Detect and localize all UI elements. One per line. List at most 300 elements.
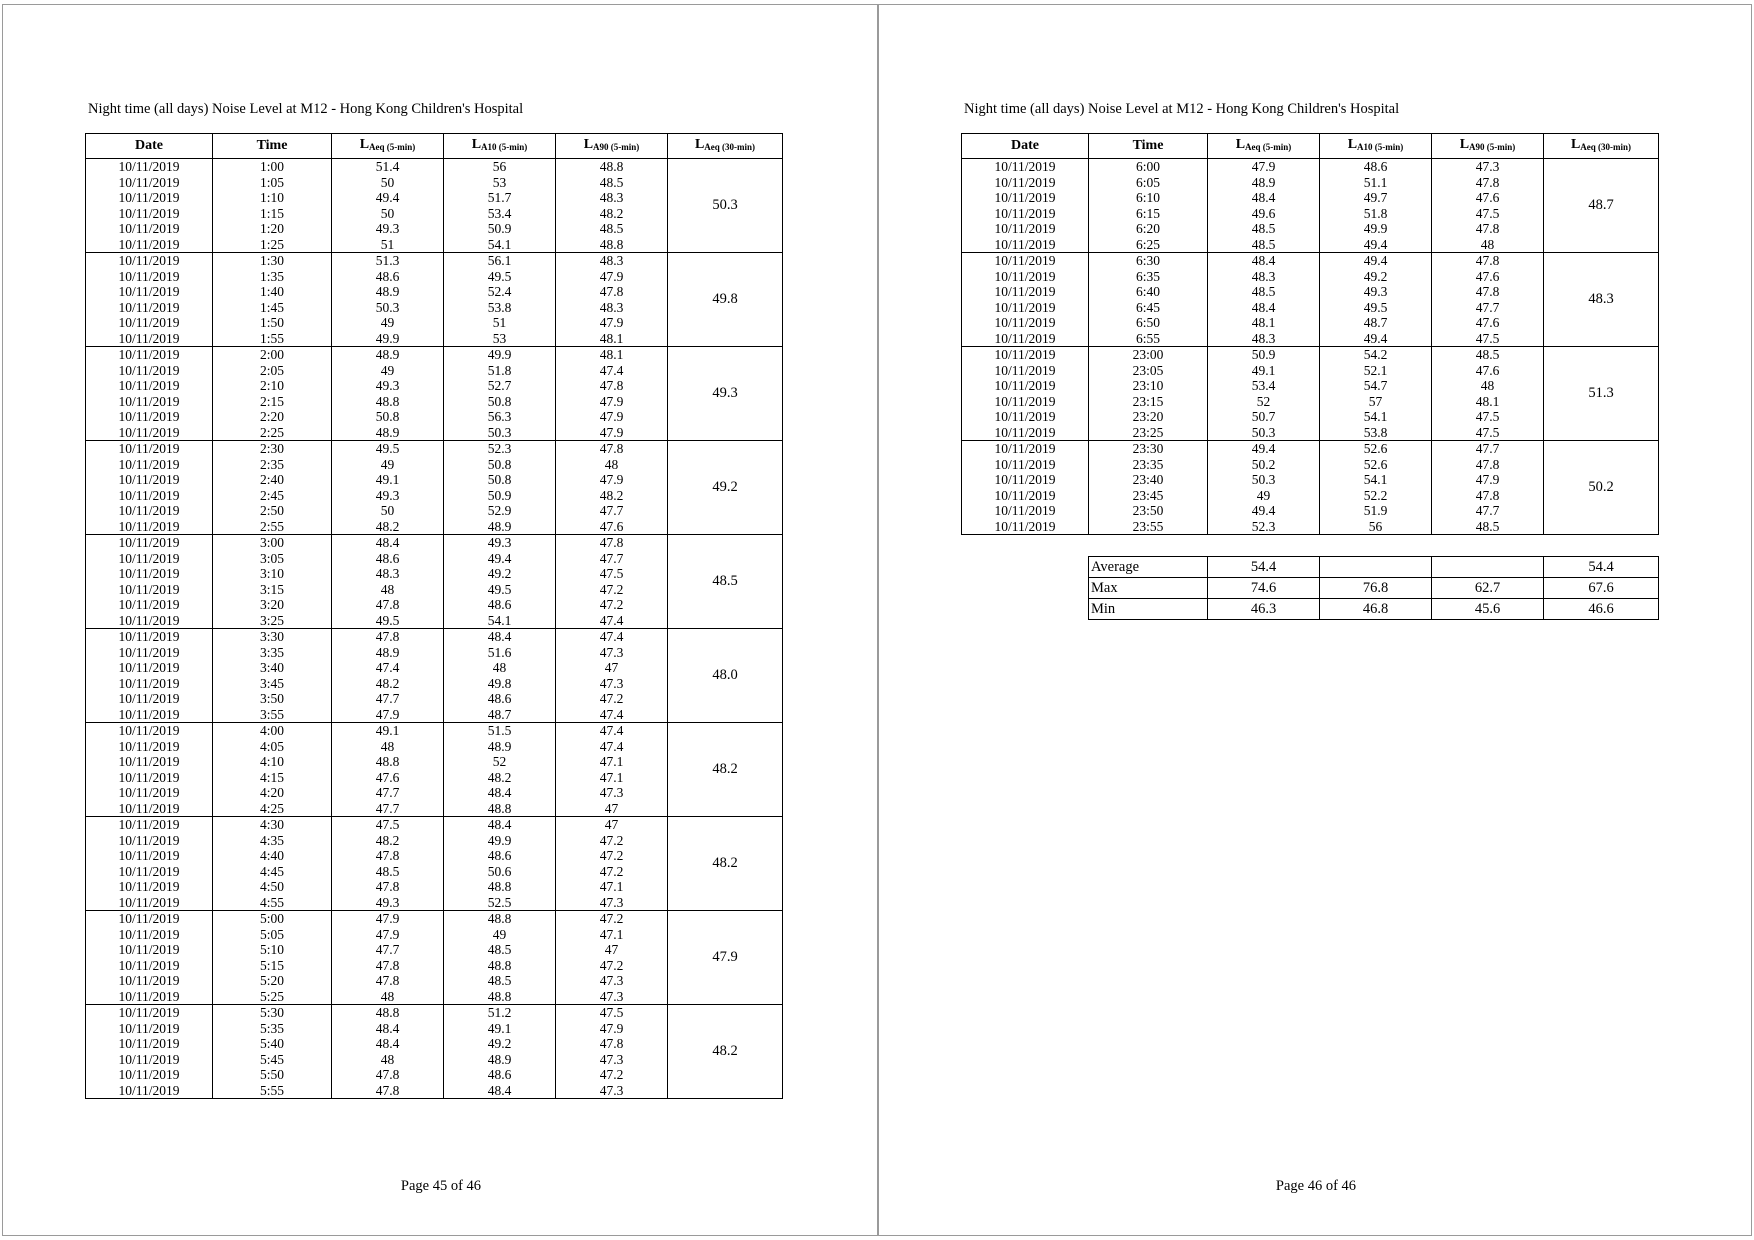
summary-la10: 46.8 (1320, 599, 1432, 620)
cell-date: 10/11/2019 (86, 409, 213, 425)
cell-laeq-5min: 48.3 (332, 566, 444, 582)
cell-time: 1:05 (213, 175, 332, 191)
cell-time: 23:40 (1089, 472, 1208, 488)
cell-date: 10/11/2019 (962, 363, 1089, 379)
cell-la10-5min: 48.5 (444, 973, 556, 989)
cell-laeq-5min: 47.5 (332, 817, 444, 833)
cell-date: 10/11/2019 (86, 629, 213, 645)
cell-laeq-5min: 47.8 (332, 629, 444, 645)
cell-time: 4:00 (213, 723, 332, 739)
cell-time: 4:35 (213, 833, 332, 849)
cell-laeq-5min: 47.4 (332, 660, 444, 676)
cell-time: 1:25 (213, 237, 332, 253)
cell-time: 23:25 (1089, 425, 1208, 441)
cell-date: 10/11/2019 (86, 833, 213, 849)
cell-la90-5min: 47.3 (556, 895, 668, 911)
cell-laeq-5min: 48.8 (332, 754, 444, 770)
cell-time: 23:45 (1089, 488, 1208, 504)
cell-date: 10/11/2019 (86, 848, 213, 864)
page-46 (878, 4, 1752, 1236)
cell-la90-5min: 47 (556, 801, 668, 817)
cell-laeq-5min: 47.8 (332, 958, 444, 974)
header-la90-5min: $L_{A90 (5-min)}$ (556, 134, 668, 159)
cell-laeq-30min: 49.8 (668, 253, 783, 347)
cell-date: 10/11/2019 (86, 676, 213, 692)
cell-laeq-5min: 48.4 (332, 1021, 444, 1037)
cell-la90-5min: 47.5 (1432, 425, 1544, 441)
cell-la10-5min: 49.2 (444, 566, 556, 582)
cell-la10-5min: 53.4 (444, 206, 556, 222)
cell-laeq-5min: 50.7 (1208, 409, 1320, 425)
cell-la90-5min: 47 (556, 660, 668, 676)
cell-la90-5min: 47.8 (1432, 253, 1544, 269)
cell-la90-5min: 47.6 (1432, 363, 1544, 379)
cell-la90-5min: 48.8 (556, 159, 668, 175)
cell-date: 10/11/2019 (962, 269, 1089, 285)
cell-la10-5min: 54.1 (1320, 472, 1432, 488)
cell-laeq-5min: 47.8 (332, 1067, 444, 1083)
cell-la10-5min: 50.8 (444, 472, 556, 488)
cell-date: 10/11/2019 (86, 958, 213, 974)
cell-laeq-30min: 48.3 (1544, 253, 1659, 347)
cell-laeq-30min: 50.2 (1544, 441, 1659, 535)
cell-laeq-5min: 49.3 (332, 488, 444, 504)
cell-date: 10/11/2019 (86, 911, 213, 927)
cell-date: 10/11/2019 (962, 206, 1089, 222)
cell-la10-5min: 48.8 (444, 989, 556, 1005)
cell-laeq-5min: 47.9 (332, 927, 444, 943)
cell-time: 1:50 (213, 315, 332, 331)
cell-time: 2:45 (213, 488, 332, 504)
cell-la90-5min: 47.1 (556, 879, 668, 895)
cell-date: 10/11/2019 (86, 723, 213, 739)
cell-date: 10/11/2019 (86, 566, 213, 582)
cell-date: 10/11/2019 (86, 989, 213, 1005)
cell-date: 10/11/2019 (962, 175, 1089, 191)
cell-date: 10/11/2019 (86, 864, 213, 880)
cell-la90-5min: 47.4 (556, 629, 668, 645)
cell-date: 10/11/2019 (962, 425, 1089, 441)
summary-la10 (1320, 557, 1432, 578)
cell-time: 4:50 (213, 879, 332, 895)
cell-time: 23:15 (1089, 394, 1208, 410)
cell-date: 10/11/2019 (86, 488, 213, 504)
header-laeq-30min: $L_{Aeq (30-min)}$ (668, 134, 783, 159)
cell-laeq-5min: 49.4 (1208, 503, 1320, 519)
cell-time: 6:45 (1089, 300, 1208, 316)
cell-la10-5min: 52.9 (444, 503, 556, 519)
cell-laeq-30min: 49.3 (668, 347, 783, 441)
cell-time: 2:35 (213, 457, 332, 473)
cell-la10-5min: 49.9 (1320, 221, 1432, 237)
cell-time: 23:20 (1089, 409, 1208, 425)
cell-la10-5min: 56.1 (444, 253, 556, 269)
cell-la10-5min: 52.5 (444, 895, 556, 911)
cell-la90-5min: 47.4 (556, 707, 668, 723)
cell-la10-5min: 49.5 (1320, 300, 1432, 316)
cell-time: 6:15 (1089, 206, 1208, 222)
summary-la90: 45.6 (1432, 599, 1544, 620)
cell-la10-5min: 48.7 (444, 707, 556, 723)
cell-laeq-5min: 47.8 (332, 1083, 444, 1099)
cell-time: 5:05 (213, 927, 332, 943)
cell-date: 10/11/2019 (86, 347, 213, 363)
cell-time: 2:15 (213, 394, 332, 410)
header-la10-5min: $L_{A10 (5-min)}$ (444, 134, 556, 159)
cell-la10-5min: 48 (444, 660, 556, 676)
summary-laeq30: 67.6 (1544, 578, 1659, 599)
cell-laeq-5min: 51 (332, 237, 444, 253)
cell-laeq-30min: 50.3 (668, 159, 783, 253)
cell-laeq-5min: 49.5 (332, 441, 444, 457)
cell-time: 3:05 (213, 551, 332, 567)
header-laeq-5min: $L_{Aeq (5-min)}$ (1208, 134, 1320, 159)
cell-laeq-5min: 48.4 (1208, 300, 1320, 316)
cell-date: 10/11/2019 (962, 315, 1089, 331)
cell-laeq-5min: 48 (332, 582, 444, 598)
summary-la90 (1432, 557, 1544, 578)
cell-laeq-5min: 47.9 (332, 707, 444, 723)
summary-laeq5: 54.4 (1208, 557, 1320, 578)
cell-date: 10/11/2019 (962, 331, 1089, 347)
cell-la90-5min: 47.6 (1432, 269, 1544, 285)
cell-la10-5min: 53.8 (444, 300, 556, 316)
cell-date: 10/11/2019 (86, 1036, 213, 1052)
cell-la90-5min: 47.9 (556, 315, 668, 331)
cell-date: 10/11/2019 (86, 315, 213, 331)
cell-time: 3:25 (213, 613, 332, 629)
cell-la90-5min: 47.3 (556, 989, 668, 1005)
cell-la10-5min: 49.4 (1320, 253, 1432, 269)
header-row (86, 134, 783, 159)
cell-date: 10/11/2019 (86, 597, 213, 613)
header-laeq-30min: $L_{Aeq (30-min)}$ (1544, 134, 1659, 159)
cell-date: 10/11/2019 (86, 879, 213, 895)
cell-la90-5min: 48.1 (556, 331, 668, 347)
cell-laeq-5min: 49.3 (332, 221, 444, 237)
cell-la10-5min: 48.4 (444, 629, 556, 645)
cell-la90-5min: 47.7 (556, 503, 668, 519)
cell-date: 10/11/2019 (86, 394, 213, 410)
header-time: Time (1089, 134, 1208, 159)
cell-date: 10/11/2019 (962, 409, 1089, 425)
table-body (962, 159, 1659, 535)
cell-time: 2:10 (213, 378, 332, 394)
page-footer: Page 46 of 46 (1275, 1178, 1357, 1194)
cell-la10-5min: 53.8 (1320, 425, 1432, 441)
cell-la90-5min: 48.5 (1432, 519, 1544, 535)
cell-date: 10/11/2019 (962, 457, 1089, 473)
cell-la10-5min: 49.5 (444, 269, 556, 285)
cell-date: 10/11/2019 (86, 331, 213, 347)
cell-date: 10/11/2019 (86, 425, 213, 441)
table-row (86, 911, 783, 927)
cell-laeq-5min: 48.9 (1208, 175, 1320, 191)
cell-date: 10/11/2019 (86, 269, 213, 285)
table-row (86, 535, 783, 551)
cell-date: 10/11/2019 (962, 519, 1089, 535)
cell-la90-5min: 47.3 (556, 645, 668, 661)
cell-date: 10/11/2019 (86, 1021, 213, 1037)
cell-laeq-5min: 48.2 (332, 833, 444, 849)
cell-date: 10/11/2019 (86, 691, 213, 707)
cell-laeq-5min: 48.4 (332, 535, 444, 551)
cell-la90-5min: 47.5 (1432, 206, 1544, 222)
cell-time: 3:45 (213, 676, 332, 692)
summary-table (1088, 556, 1659, 620)
cell-date: 10/11/2019 (86, 707, 213, 723)
cell-laeq-5min: 47.8 (332, 879, 444, 895)
cell-laeq-5min: 52.3 (1208, 519, 1320, 535)
cell-time: 2:00 (213, 347, 332, 363)
cell-la10-5min: 48.9 (444, 1052, 556, 1068)
cell-la10-5min: 48.6 (444, 1067, 556, 1083)
page-footer: Page 45 of 46 (400, 1178, 482, 1194)
cell-la10-5min: 56 (444, 159, 556, 175)
cell-la10-5min: 49.9 (444, 833, 556, 849)
cell-time: 4:30 (213, 817, 332, 833)
cell-laeq-5min: 52 (1208, 394, 1320, 410)
cell-laeq-5min: 49.3 (332, 895, 444, 911)
page-45 (2, 4, 878, 1236)
cell-laeq-5min: 50 (332, 206, 444, 222)
cell-laeq-5min: 48.9 (332, 347, 444, 363)
cell-time: 2:50 (213, 503, 332, 519)
cell-time: 23:55 (1089, 519, 1208, 535)
table-row (962, 441, 1659, 457)
cell-la90-5min: 47.8 (1432, 175, 1544, 191)
cell-date: 10/11/2019 (86, 1067, 213, 1083)
cell-la90-5min: 47.8 (1432, 221, 1544, 237)
cell-laeq-5min: 53.4 (1208, 378, 1320, 394)
cell-date: 10/11/2019 (86, 503, 213, 519)
table-row (86, 347, 783, 363)
cell-laeq-5min: 48.9 (332, 284, 444, 300)
cell-date: 10/11/2019 (86, 582, 213, 598)
cell-laeq-5min: 49.1 (332, 723, 444, 739)
cell-time: 4:45 (213, 864, 332, 880)
cell-laeq-5min: 48.2 (332, 519, 444, 535)
cell-la10-5min: 49.9 (444, 347, 556, 363)
table-row (86, 629, 783, 645)
cell-date: 10/11/2019 (86, 739, 213, 755)
cell-la90-5min: 47.2 (556, 958, 668, 974)
cell-time: 1:30 (213, 253, 332, 269)
summary-label: Average (1089, 557, 1208, 578)
cell-time: 5:40 (213, 1036, 332, 1052)
cell-date: 10/11/2019 (86, 284, 213, 300)
cell-la90-5min: 48.8 (556, 237, 668, 253)
cell-laeq-30min: 48.5 (668, 535, 783, 629)
cell-la90-5min: 47.9 (1432, 472, 1544, 488)
cell-la90-5min: 47.4 (556, 723, 668, 739)
cell-la10-5min: 56.3 (444, 409, 556, 425)
cell-la10-5min: 48.7 (1320, 315, 1432, 331)
cell-laeq-5min: 48.9 (332, 645, 444, 661)
cell-date: 10/11/2019 (86, 159, 213, 175)
cell-time: 5:55 (213, 1083, 332, 1099)
cell-la10-5min: 53 (444, 175, 556, 191)
cell-time: 2:20 (213, 409, 332, 425)
cell-date: 10/11/2019 (86, 190, 213, 206)
table-row (86, 159, 783, 175)
cell-la10-5min: 48.8 (444, 958, 556, 974)
cell-la90-5min: 48.2 (556, 488, 668, 504)
cell-date: 10/11/2019 (86, 253, 213, 269)
cell-la10-5min: 53 (444, 331, 556, 347)
cell-laeq-5min: 50.3 (1208, 425, 1320, 441)
cell-la10-5min: 49.4 (1320, 237, 1432, 253)
cell-la10-5min: 48.4 (444, 1083, 556, 1099)
cell-time: 1:20 (213, 221, 332, 237)
cell-date: 10/11/2019 (962, 284, 1089, 300)
cell-la10-5min: 49.2 (444, 1036, 556, 1052)
cell-date: 10/11/2019 (86, 645, 213, 661)
cell-time: 3:35 (213, 645, 332, 661)
cell-la90-5min: 47.3 (556, 973, 668, 989)
cell-la90-5min: 47.2 (556, 848, 668, 864)
cell-la90-5min: 47.5 (556, 566, 668, 582)
summary-laeq30: 46.6 (1544, 599, 1659, 620)
cell-laeq-5min: 47.7 (332, 691, 444, 707)
cell-date: 10/11/2019 (86, 300, 213, 316)
cell-la10-5min: 49 (444, 927, 556, 943)
cell-time: 1:10 (213, 190, 332, 206)
cell-la90-5min: 47.7 (1432, 441, 1544, 457)
cell-date: 10/11/2019 (86, 441, 213, 457)
cell-time: 4:40 (213, 848, 332, 864)
cell-time: 5:30 (213, 1005, 332, 1021)
cell-la90-5min: 47.7 (556, 551, 668, 567)
cell-laeq-5min: 48.5 (1208, 221, 1320, 237)
cell-la10-5min: 50.6 (444, 864, 556, 880)
summary-label: Max (1089, 578, 1208, 599)
cell-la10-5min: 51.7 (444, 190, 556, 206)
cell-date: 10/11/2019 (962, 378, 1089, 394)
cell-la90-5min: 47.9 (556, 1021, 668, 1037)
cell-laeq-5min: 48.4 (1208, 190, 1320, 206)
cell-la10-5min: 52.7 (444, 378, 556, 394)
cell-date: 10/11/2019 (86, 206, 213, 222)
cell-la90-5min: 47.2 (556, 911, 668, 927)
cell-la10-5min: 51.2 (444, 1005, 556, 1021)
cell-la10-5min: 49.7 (1320, 190, 1432, 206)
cell-la10-5min: 54.1 (1320, 409, 1432, 425)
cell-laeq-5min: 50.2 (1208, 457, 1320, 473)
cell-la10-5min: 52 (444, 754, 556, 770)
table-body (86, 159, 783, 1099)
cell-date: 10/11/2019 (86, 973, 213, 989)
cell-la10-5min: 48.8 (444, 801, 556, 817)
table-row (86, 441, 783, 457)
header-row (962, 134, 1659, 159)
cell-time: 23:10 (1089, 378, 1208, 394)
cell-laeq-5min: 47.8 (332, 973, 444, 989)
cell-time: 4:55 (213, 895, 332, 911)
cell-date: 10/11/2019 (962, 253, 1089, 269)
cell-time: 1:55 (213, 331, 332, 347)
cell-time: 2:40 (213, 472, 332, 488)
table-row (962, 347, 1659, 363)
summary-body (1089, 557, 1659, 620)
cell-laeq-5min: 47.6 (332, 770, 444, 786)
cell-laeq-30min: 48.7 (1544, 159, 1659, 253)
cell-la90-5min: 48 (1432, 378, 1544, 394)
summary-row (1089, 599, 1659, 620)
cell-time: 6:20 (1089, 221, 1208, 237)
table-row (962, 253, 1659, 269)
cell-la90-5min: 47.3 (556, 676, 668, 692)
header-date: Date (962, 134, 1089, 159)
cell-time: 4:15 (213, 770, 332, 786)
cell-la90-5min: 47.2 (556, 597, 668, 613)
summary-laeq30: 54.4 (1544, 557, 1659, 578)
cell-date: 10/11/2019 (86, 613, 213, 629)
cell-laeq-5min: 48 (332, 1052, 444, 1068)
cell-time: 6:25 (1089, 237, 1208, 253)
cell-laeq-5min: 48.8 (332, 394, 444, 410)
cell-la10-5min: 52.1 (1320, 363, 1432, 379)
cell-date: 10/11/2019 (962, 488, 1089, 504)
cell-time: 3:50 (213, 691, 332, 707)
cell-la10-5min: 50.8 (444, 457, 556, 473)
cell-time: 1:45 (213, 300, 332, 316)
cell-laeq-5min: 47.9 (1208, 159, 1320, 175)
cell-date: 10/11/2019 (86, 927, 213, 943)
cell-laeq-5min: 50 (332, 503, 444, 519)
header-la10-5min: $L_{A10 (5-min)}$ (1320, 134, 1432, 159)
cell-la90-5min: 48.5 (556, 175, 668, 191)
cell-la10-5min: 54.7 (1320, 378, 1432, 394)
cell-la90-5min: 47.4 (556, 739, 668, 755)
cell-date: 10/11/2019 (86, 785, 213, 801)
cell-date: 10/11/2019 (86, 895, 213, 911)
cell-la90-5min: 47.5 (1432, 331, 1544, 347)
summary-laeq5: 74.6 (1208, 578, 1320, 599)
cell-la10-5min: 56 (1320, 519, 1432, 535)
cell-laeq-5min: 50.9 (1208, 347, 1320, 363)
cell-time: 3:10 (213, 566, 332, 582)
cell-date: 10/11/2019 (86, 363, 213, 379)
cell-date: 10/11/2019 (86, 1052, 213, 1068)
cell-la90-5min: 47 (556, 942, 668, 958)
cell-date: 10/11/2019 (962, 503, 1089, 519)
cell-laeq-5min: 50.3 (332, 300, 444, 316)
cell-la90-5min: 48.3 (556, 190, 668, 206)
cell-la10-5min: 50.9 (444, 221, 556, 237)
cell-laeq-5min: 49.4 (1208, 441, 1320, 457)
table-row (86, 817, 783, 833)
cell-la10-5min: 48.9 (444, 519, 556, 535)
cell-la10-5min: 51.6 (444, 645, 556, 661)
cell-la90-5min: 47.9 (556, 472, 668, 488)
cell-time: 6:40 (1089, 284, 1208, 300)
cell-time: 5:15 (213, 958, 332, 974)
cell-laeq-5min: 48.6 (332, 269, 444, 285)
cell-laeq-5min: 48.3 (1208, 331, 1320, 347)
cell-date: 10/11/2019 (86, 175, 213, 191)
cell-la90-5min: 47.9 (556, 269, 668, 285)
cell-laeq-5min: 50.8 (332, 409, 444, 425)
cell-laeq-5min: 48.2 (332, 676, 444, 692)
cell-la90-5min: 47.5 (556, 1005, 668, 1021)
cell-la90-5min: 47.7 (1432, 300, 1544, 316)
cell-date: 10/11/2019 (86, 378, 213, 394)
cell-time: 23:50 (1089, 503, 1208, 519)
cell-date: 10/11/2019 (962, 300, 1089, 316)
cell-la10-5min: 52.6 (1320, 457, 1432, 473)
table-row (962, 159, 1659, 175)
